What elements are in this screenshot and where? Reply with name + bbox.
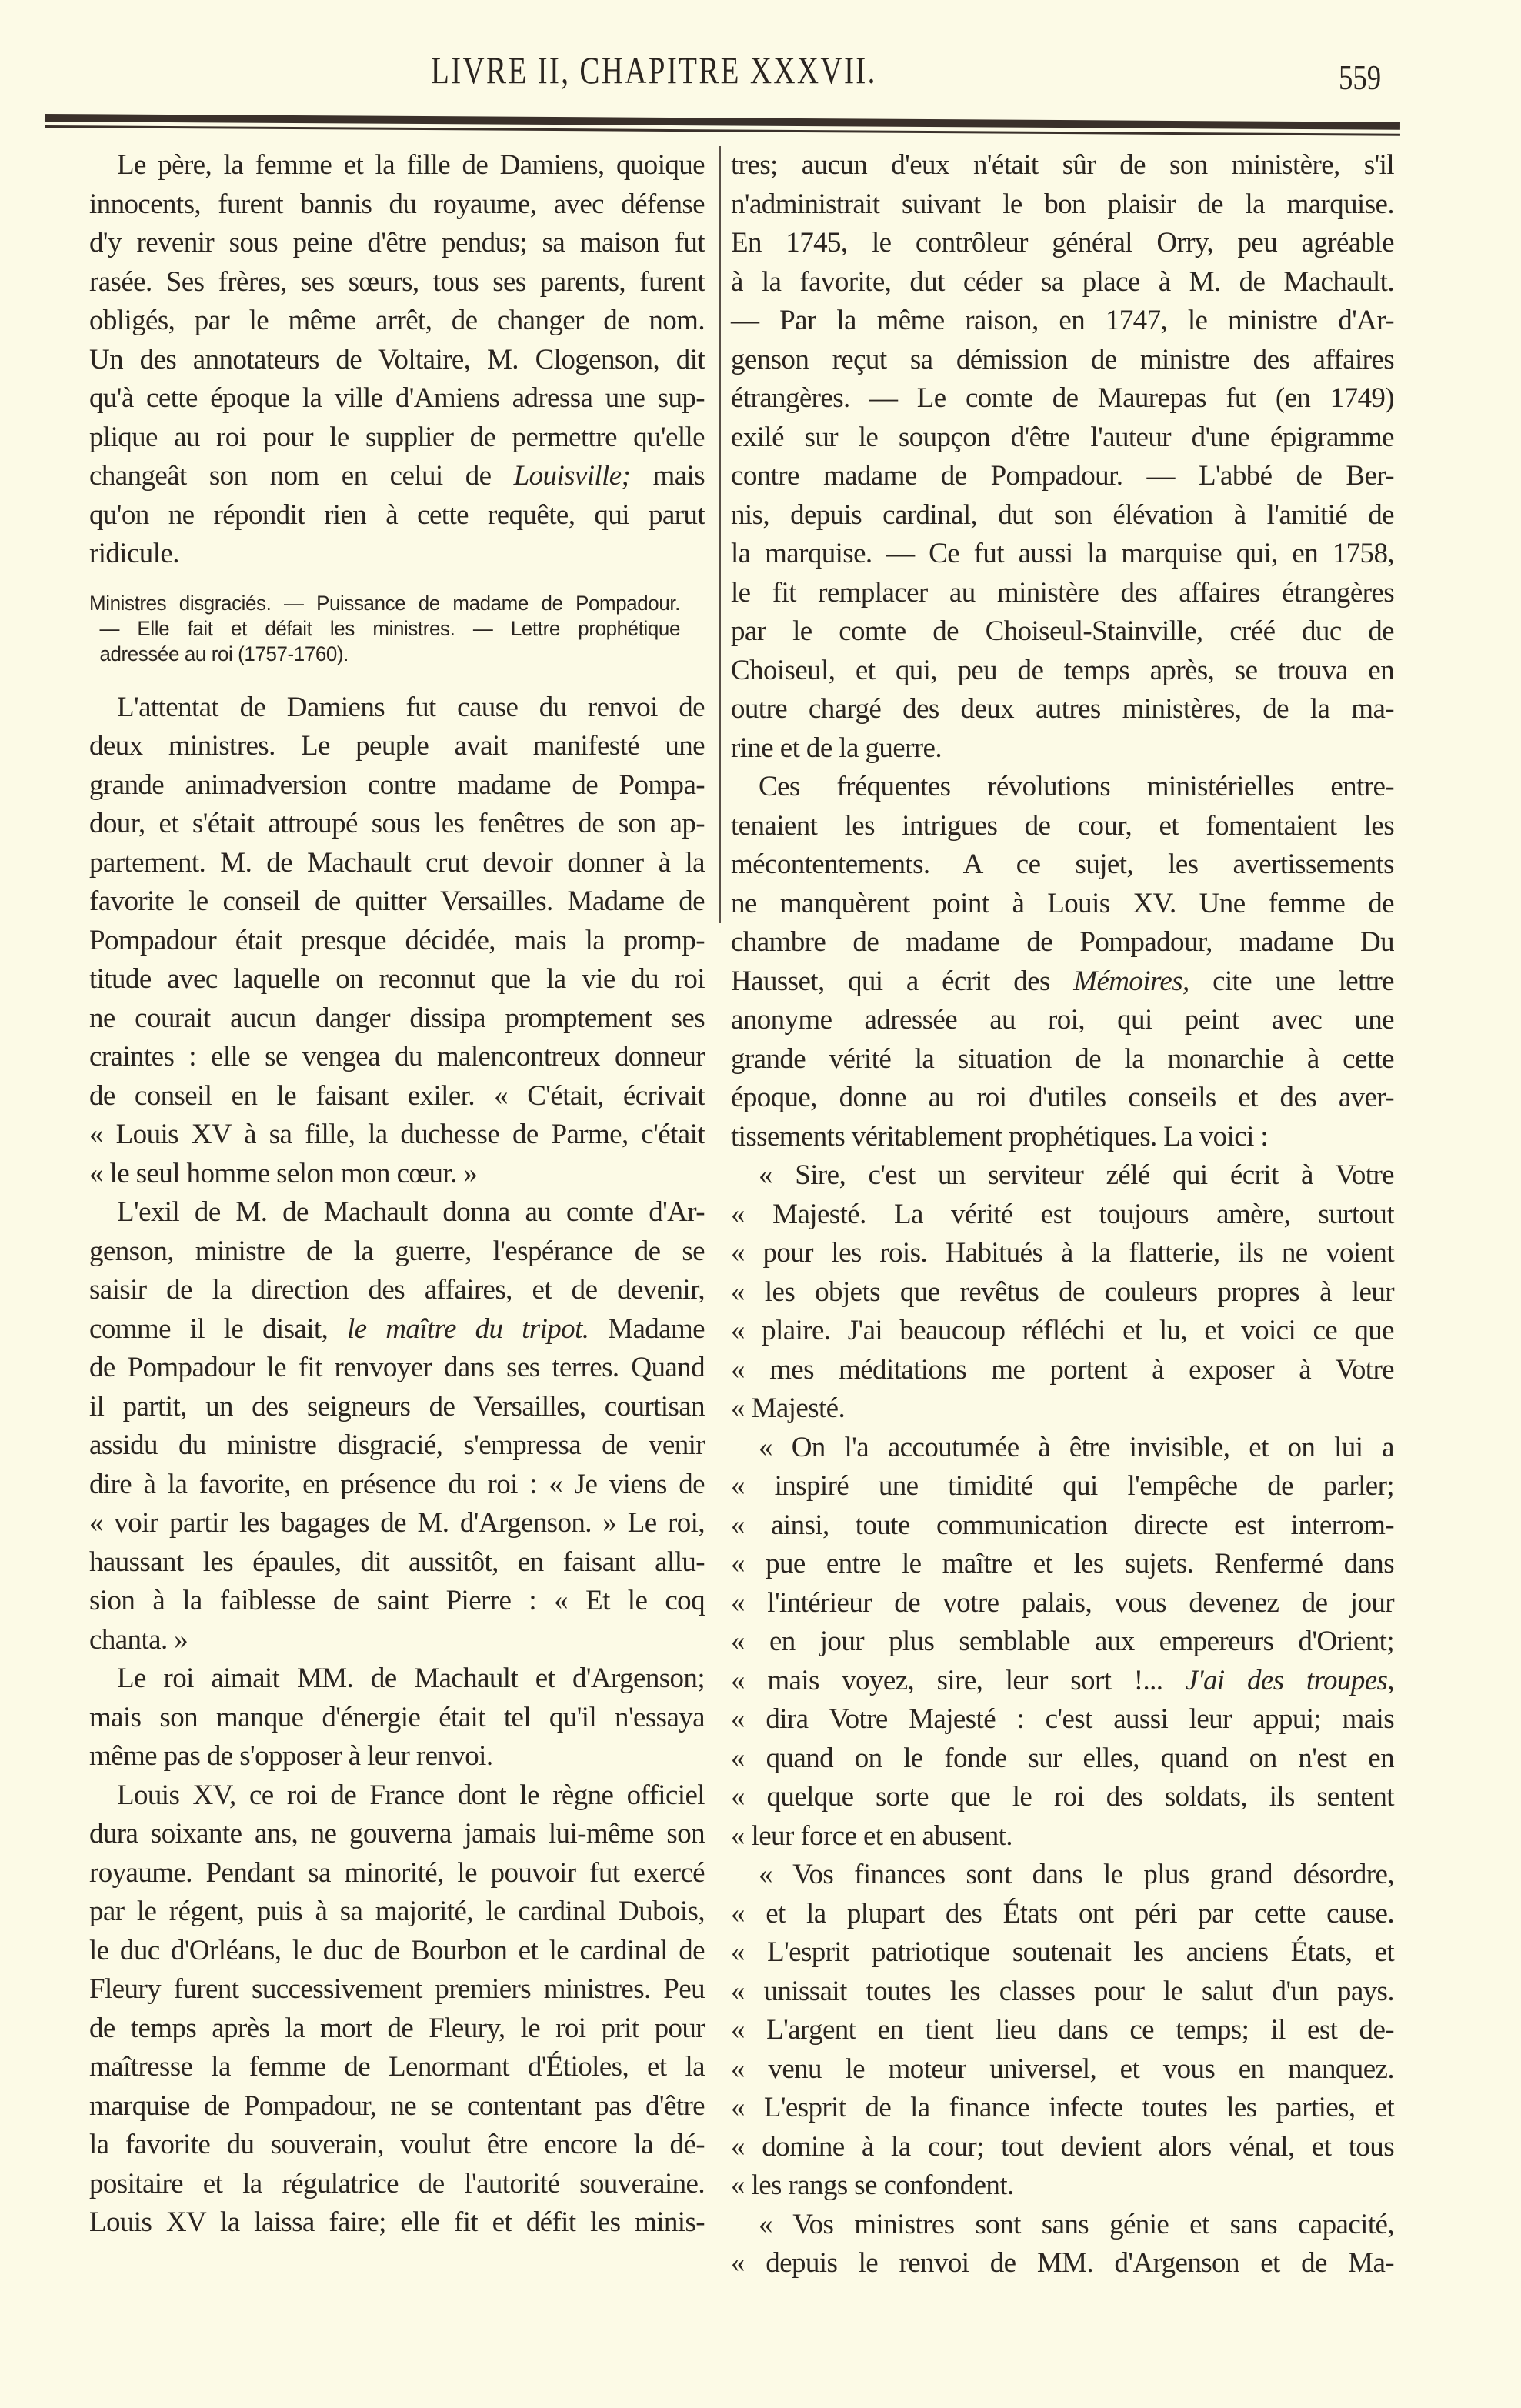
text-line: qu'on ne répondit rien à cette requête, qui parut xyxy=(89,499,705,531)
text-line: époque, donne au roi d'utiles conseils et des aver- xyxy=(731,1082,1394,1113)
text-line: tenaient les intrigues de cour, et fomentaient les xyxy=(731,809,1394,842)
text-line: « pour les rois. Habitués à la flatterie, ils ne voient xyxy=(731,1237,1394,1269)
text-line: chambre de madame de Pompadour, madame Du xyxy=(731,926,1394,958)
text-line: plique au roi pour le supplier de permettre qu'elle xyxy=(89,421,705,453)
text-line: dura soixante ans, ne gouverna jamais lui-même son xyxy=(89,1818,705,1849)
text-line: le fit remplacer au ministère des affaires étrangères xyxy=(731,576,1394,609)
text-line: dire à la favorite, en présence du roi : « Je viens de xyxy=(89,1468,705,1500)
text-line: saisir de la direction des affaires, et de devenir, xyxy=(89,1274,705,1306)
text-line: maîtresse la femme de Lenormant d'Étioles, et la xyxy=(89,2051,705,2083)
text-line: « L'esprit de la finance infecte toutes les parties, et xyxy=(731,2092,1394,2123)
paragraph xyxy=(89,1659,705,1776)
text-line: « venu le moteur universel, et vous en manquez. xyxy=(731,2053,1394,2085)
text-line: « les rangs se confondent. xyxy=(731,2170,1014,2201)
paragraph xyxy=(731,146,1394,768)
text-line: L'attentat de Damiens fut cause du renvoi de xyxy=(117,691,705,723)
text-line: « pue entre le maître et les sujets. Renfermé dans xyxy=(731,1548,1394,1579)
paragraph xyxy=(731,1429,1394,1856)
paragraph xyxy=(731,2206,1394,2283)
text-line: ne courait aucun danger dissipa promptement ses xyxy=(89,1002,705,1034)
text-line: obligés, par le même arrêt, de changer de nom. xyxy=(89,305,705,336)
text-line: rasée. Ses frères, ses sœurs, tous ses parents, furent xyxy=(89,265,705,298)
paragraph xyxy=(89,1193,705,1659)
text-line: la marquise. — Ce fut aussi la marquise qui, en 1758, xyxy=(731,538,1394,569)
paragraph xyxy=(89,689,705,1194)
text-segment: comme il le disait, xyxy=(89,1312,347,1345)
text-line: « L'argent en tient lieu dans ce temps; il est de- xyxy=(731,2014,1394,2046)
text-line: qu'à cette époque la ville d'Amiens adressa une sup- xyxy=(89,382,705,414)
text-line: Un des annotateurs de Voltaire, M. Clogenson, dit xyxy=(89,343,705,375)
text-line: « dira Votre Majesté : c'est aussi leur appui; mais xyxy=(731,1703,1394,1735)
text-line: favorite le conseil de quitter Versailles. Madame de xyxy=(89,885,705,917)
text-line: dour, et s'était attroupé sous les fenêtres de son ap- xyxy=(89,808,705,839)
text-line: « Sire, c'est un serviteur zélé qui écrit à Votre xyxy=(759,1159,1394,1191)
text-line: chanta. » xyxy=(89,1623,188,1656)
column-divider xyxy=(719,146,721,923)
text-line: Ministres disgraciés. — Puissance de madame de Pompadour. xyxy=(89,591,680,615)
text-line: adressée au roi (1757-1760). xyxy=(99,642,349,665)
text-line: royaume. Pendant sa minorité, le pouvoir fut exercé xyxy=(89,1856,705,1889)
text-line: « domine à la cour; tout devient alors vénal, et tous xyxy=(731,2130,1394,2163)
text-line xyxy=(89,1310,705,1349)
text-line: n'administrait suivant le bon plaisir de la marquise. xyxy=(731,188,1394,220)
paragraph xyxy=(731,1156,1394,1429)
text-line: « le seul homme selon mon cœur. » xyxy=(89,1157,478,1189)
text-line: « On l'a accoutumée à être invisible, et on lui a xyxy=(759,1431,1394,1463)
text-line: Le roi aimait MM. de Machault et d'Argenson; xyxy=(117,1663,705,1694)
text-line xyxy=(731,962,1394,1002)
text-line: Ces fréquentes révolutions ministérielles entre- xyxy=(759,771,1394,802)
text-line: — Elle fait et défait les ministres. — Lettre prophétique xyxy=(99,616,680,640)
italic-text: le maître du tripot. xyxy=(346,1312,589,1345)
text-line: assidu du ministre disgracié, s'empressa de venir xyxy=(89,1429,705,1461)
text-line: grande animadversion contre madame de Pompa- xyxy=(89,769,705,801)
paragraph xyxy=(731,768,1394,1156)
text-line: mécontentements. A ce sujet, les avertissements xyxy=(731,849,1394,880)
chapter-summary xyxy=(89,591,705,667)
text-line: « quelque sorte que le roi des soldats, ils sentent xyxy=(731,1781,1394,1813)
text-segment: changeât son nom en celui de xyxy=(89,460,514,492)
paragraph xyxy=(731,1856,1394,2206)
text-line: innocents, furent bannis du royaume, avec défense xyxy=(89,188,705,220)
text-line: contre madame de Pompadour. — L'abbé de Ber- xyxy=(731,460,1394,492)
text-line: il partit, un des seigneurs de Versailles, courtisan xyxy=(89,1390,705,1422)
page-header xyxy=(0,48,1521,102)
text-line: genson reçut sa démission de ministre des affaires xyxy=(731,343,1394,375)
text-line: par le régent, puis à sa majorité, le cardinal Dubois, xyxy=(89,1896,705,1927)
text-segment: Hausset, qui a écrit des xyxy=(731,965,1074,997)
text-line: tres; aucun d'eux n'était sûr de son ministère, s'il xyxy=(731,149,1394,181)
text-line: positaire et la régulatrice de l'autorité souveraine. xyxy=(89,2167,705,2200)
text-line: marquise de Pompadour, ne se contentant pas d'être xyxy=(89,2089,705,2122)
text-line: « unissait toutes les classes pour le salut d'un pays. xyxy=(731,1975,1394,2007)
text-line: anonyme adressée au roi, qui peint avec une xyxy=(731,1004,1394,1036)
text-segment: cite une lettre xyxy=(1189,965,1394,997)
text-line: ne manquèrent point à Louis XV. Une femme de xyxy=(731,887,1394,919)
text-line: mais son manque d'énergie était tel qu'il n'essaya xyxy=(89,1701,705,1733)
text-line: « Vos finances sont dans le plus grand désordre, xyxy=(759,1859,1394,1890)
text-line: haussant les épaules, dit aussitôt, en faisant allu- xyxy=(89,1546,705,1578)
italic-text: Louisville; xyxy=(513,460,631,492)
text-line: Pompadour était presque décidée, mais la promp- xyxy=(89,924,705,956)
text-line: à la favorite, dut céder sa place à M. de Machault. xyxy=(731,265,1394,298)
text-line xyxy=(89,457,705,496)
text-line: même pas de s'opposer à leur renvoi. xyxy=(89,1740,493,1772)
text-line: de Pompadour le fit renvoyer dans ses terres. Quand xyxy=(89,1352,705,1383)
text-line: deux ministres. Le peuple avait manifesté une xyxy=(89,730,705,762)
paragraph xyxy=(89,1776,705,2243)
text-line: la favorite du souverain, voulut être encore la dé- xyxy=(89,2129,705,2160)
text-line: Louis XV la laissa faire; elle fit et défit les minis- xyxy=(89,2206,705,2238)
text-segment: « mais voyez, sire, leur sort !... xyxy=(731,1664,1186,1696)
text-line: ridicule. xyxy=(89,538,179,569)
text-line: de temps après la mort de Fleury, le roi prit pour xyxy=(89,2012,705,2044)
text-line: partement. M. de Machault crut devoir donner à la xyxy=(89,846,705,879)
text-line: par le comte de Choiseul-Stainville, créé duc de xyxy=(731,615,1394,647)
text-line: « Louis XV à sa fille, la duchesse de Parme, c'était xyxy=(89,1119,705,1150)
right-column xyxy=(731,146,1394,2283)
text-line: « et la plupart des États ont péri par cette cause. xyxy=(731,1897,1394,1929)
page-number: 559 xyxy=(1339,58,1382,97)
running-title: LIVRE II, CHAPITRE XXXVII. xyxy=(431,48,877,92)
text-line: « inspiré une timidité qui l'empêche de parler; xyxy=(731,1470,1394,1502)
text-line: « ainsi, toute communication directe est interrom- xyxy=(731,1509,1394,1541)
italic-text: J'ai des troupes xyxy=(1185,1664,1388,1696)
text-line: « plaire. J'ai beaucoup réfléchi et lu, et voici ce que xyxy=(731,1315,1394,1346)
italic-text: Mémoires, xyxy=(1073,965,1189,997)
text-line: nis, depuis cardinal, dut son élévation à l'amitié de xyxy=(731,499,1394,531)
text-line: « quand on le fonde sur elles, quand on n'est en xyxy=(731,1742,1394,1774)
left-column xyxy=(89,146,705,2243)
text-line: de conseil en le faisant exiler. « C'était, écrivait xyxy=(89,1079,705,1112)
text-line: genson, ministre de la guerre, l'espérance de se xyxy=(89,1235,705,1267)
text-line: grande vérité la situation de la monarchie à cette xyxy=(731,1042,1394,1075)
text-segment: mais xyxy=(630,460,705,492)
text-segment: , xyxy=(1387,1664,1394,1696)
text-line: Choiseul, et qui, peu de temps après, se trouva en xyxy=(731,654,1394,686)
text-line: Fleury furent successivement premiers ministres. Peu xyxy=(89,1973,705,2005)
text-line: Louis XV, ce roi de France dont le règne officiel xyxy=(117,1779,705,1811)
text-line: « mes méditations me portent à exposer à Votre xyxy=(731,1353,1394,1386)
text-line: « leur force et en abusent. xyxy=(731,1819,1012,1852)
text-line: rine et de la guerre. xyxy=(731,732,942,764)
paragraph xyxy=(89,146,705,574)
text-line: « L'esprit patriotique soutenait les anciens États, et xyxy=(731,1936,1394,1968)
text-line: titude avec laquelle on reconnut que la vie du roi xyxy=(89,963,705,995)
text-line: le duc d'Orléans, le duc de Bourbon et le cardinal de xyxy=(89,1934,705,1966)
text-line: — Par la même raison, en 1747, le ministre d'Ar- xyxy=(731,305,1394,336)
text-line: étrangères. — Le comte de Maurepas fut (en 1749) xyxy=(731,382,1394,414)
text-line: exilé sur le soupçon d'être l'auteur d'une épigramme xyxy=(731,421,1394,453)
text-line: outre chargé des deux autres ministères, de la ma- xyxy=(731,693,1394,725)
text-line: « en jour plus semblable aux empereurs d'Orient; xyxy=(731,1626,1394,1657)
text-line: craintes : elle se vengea du malencontreux donneur xyxy=(89,1041,705,1072)
text-line: « Majesté. La vérité est toujours amère, surtout xyxy=(731,1198,1394,1230)
text-line xyxy=(731,1662,1394,1701)
text-line: d'y revenir sous peine d'être pendus; sa maison fut xyxy=(89,227,705,258)
text-segment: Madame xyxy=(589,1312,705,1345)
text-line: En 1745, le contrôleur général Orry, peu agréable xyxy=(731,227,1394,258)
text-line: « l'intérieur de votre palais, vous devenez de jour xyxy=(731,1586,1394,1619)
text-line: « Vos ministres sont sans génie et sans capacité, xyxy=(759,2208,1394,2240)
text-line: « les objets que revêtus de couleurs propres à leur xyxy=(731,1276,1394,1308)
text-line: « voir partir les bagages de M. d'Argenson. » Le roi, xyxy=(89,1507,705,1539)
text-line: « Majesté. xyxy=(731,1392,846,1424)
text-line: Le père, la femme et la fille de Damiens, quoique xyxy=(117,149,705,181)
text-line: sion à la faiblesse de saint Pierre : « Et le coq xyxy=(89,1585,705,1616)
text-line: L'exil de M. de Machault donna au comte d'Ar- xyxy=(117,1196,705,1228)
text-line: tissements véritablement prophétiques. La voici : xyxy=(731,1120,1269,1152)
text-line: « depuis le renvoi de MM. d'Argenson et de Ma- xyxy=(731,2247,1394,2279)
